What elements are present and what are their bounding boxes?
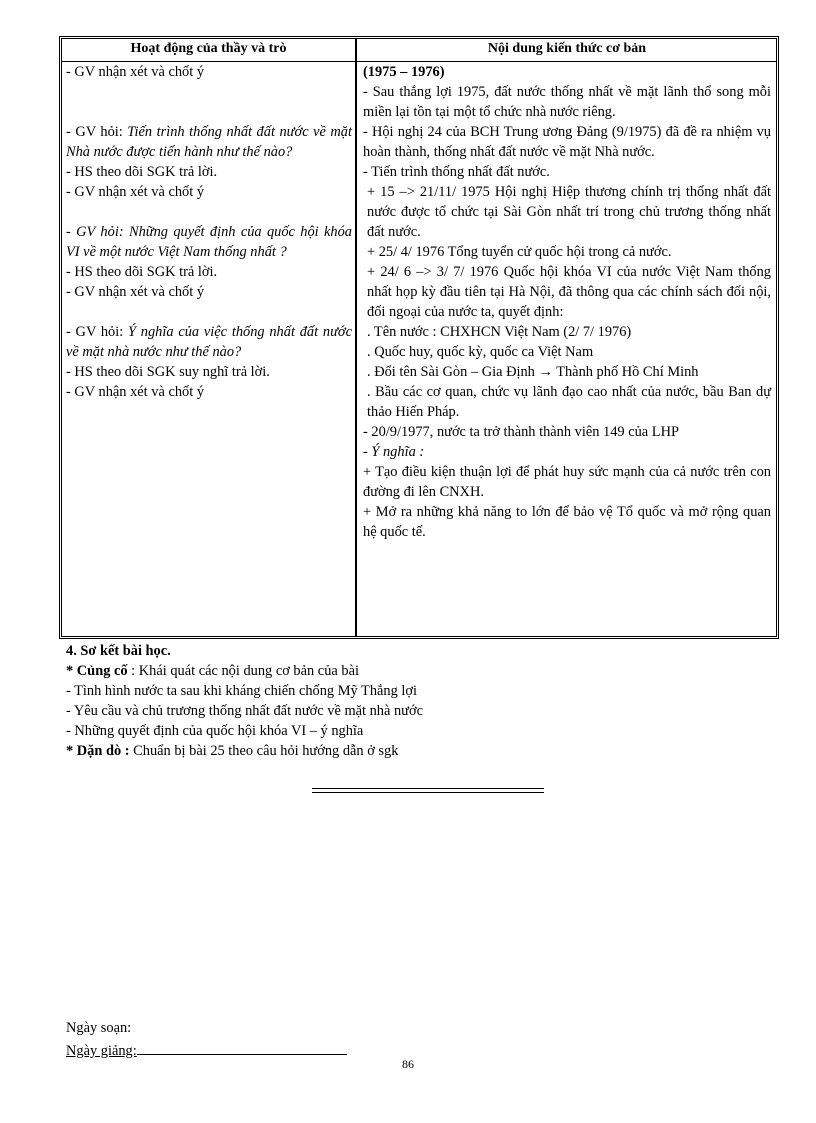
table-header	[62, 39, 776, 62]
content-paragraph: - Hội nghị 24 của BCH Trung ương Đảng (9/1975) đã đề ra nhiệm vụ hoàn thành, thống nhất đất nước về mặt Nhà nước.	[363, 124, 771, 160]
column-divider	[355, 39, 357, 636]
content-paragraph: + Mở ra những khả năng to lớn để bảo vệ Tổ quốc và mở rộng quan hệ quốc tế.	[363, 504, 771, 540]
left-question: - GV hỏi: Ý nghĩa của việc thống nhất đất nước về mặt nhà nước như thế nào?	[66, 324, 352, 360]
left-line: - GV nhận xét và chốt ý	[66, 384, 205, 400]
content-paragraph: + 25/ 4/ 1976 Tổng tuyển cử quốc hội trong cả nước.	[367, 244, 672, 260]
significance-label: - Ý nghĩa :	[363, 444, 425, 460]
content-column	[363, 62, 771, 542]
content-paragraph: . Đổi tên Sài Gòn – Gia Định → Thành phố Hồ Chí Minh	[367, 364, 699, 380]
left-line: - HS theo dõi SGK suy nghĩ trả lời.	[66, 364, 270, 380]
summary-item: - Yêu cầu và chủ trương thống nhất đất nước về mặt nhà nước	[66, 703, 423, 719]
danso-line: * Dặn dò : Chuẩn bị bài 25 theo câu hỏi hướng dẫn ở sgk	[66, 743, 399, 759]
content-paragraph: - 20/9/1977, nước ta trở thành thành viên 149 của LHP	[363, 424, 679, 440]
left-line: - HS theo dõi SGK trả lời.	[66, 164, 218, 180]
content-paragraph: + 24/ 6 –> 3/ 7/ 1976 Quốc hội khóa VI của nước Việt Nam thống nhất họp kỳ đầu tiên tại Hà Nội, đã thông qua các chính sách đối nội, đối ngoại của nước ta, quyết định:	[367, 264, 771, 320]
summary-item: - Tình hình nước ta sau khi kháng chiến chống Mỹ Thắng lợi	[66, 683, 418, 699]
content-paragraph: + Tạo điều kiện thuận lợi để phát huy sức mạnh của cả nước trên con đường đi lên CNXH.	[363, 464, 771, 500]
content-paragraph: . Quốc huy, quốc kỳ, quốc ca Việt Nam	[367, 344, 594, 360]
content-paragraph: - Tiến trình thống nhất đất nước.	[363, 164, 550, 180]
ngay-giang: Ngày giảng:	[66, 1040, 347, 1060]
end-divider	[312, 788, 544, 793]
left-question: - GV hỏi: Những quyết định của quốc hội khóa VI về một nước Việt Nam thống nhất ?	[66, 224, 352, 260]
content-paragraph: . Bầu các cơ quan, chức vụ lãnh đạo cao nhất của nước, bầu Ban dự thảo Hiến Pháp.	[367, 384, 771, 420]
lesson-summary	[66, 641, 766, 761]
teacher-student-column	[66, 62, 352, 402]
summary-heading: 4. Sơ kết bài học.	[66, 643, 171, 659]
header-right: Nội dung kiến thức cơ bản	[487, 41, 647, 56]
page-number: 86	[402, 1057, 414, 1071]
content-paragraph: + 15 –> 21/11/ 1975 Hội nghị Hiệp thương chính trị thống nhất đất nước được tổ chức tại Sài Gòn nhất trí trong chủ trương thống nhất đất nước.	[367, 184, 771, 240]
content-paragraph: . Tên nước : CHXHCN Việt Nam (2/ 7/ 1976)	[367, 324, 632, 340]
summary-item: - Những quyết định của quốc hội khóa VI – ý nghĩa	[66, 723, 364, 739]
left-line: - GV nhận xét và chốt ý	[66, 64, 205, 80]
left-question: - GV hỏi: Tiến trình thống nhất đất nước về mặt Nhà nước được tiến hành như thế nào?	[66, 124, 353, 160]
left-line: - HS theo dõi SGK trả lời.	[66, 264, 218, 280]
left-line: - GV nhận xét và chốt ý	[66, 184, 205, 200]
lesson-table	[59, 36, 779, 639]
period-label: (1975 – 1976)	[363, 64, 445, 80]
content-paragraph: - Sau thắng lợi 1975, đất nước thống nhất về mặt lãnh thổ song mỗi miền lại tồn tại một tổ chức nhà nước riêng.	[363, 84, 771, 120]
cungco-line: * Củng cố : Khái quát các nội dung cơ bản của bài	[66, 663, 359, 679]
ngay-soan: Ngày soạn:	[66, 1020, 132, 1036]
left-line: - GV nhận xét và chốt ý	[66, 284, 205, 300]
header-left: Hoạt động của thầy và trò	[130, 41, 287, 56]
